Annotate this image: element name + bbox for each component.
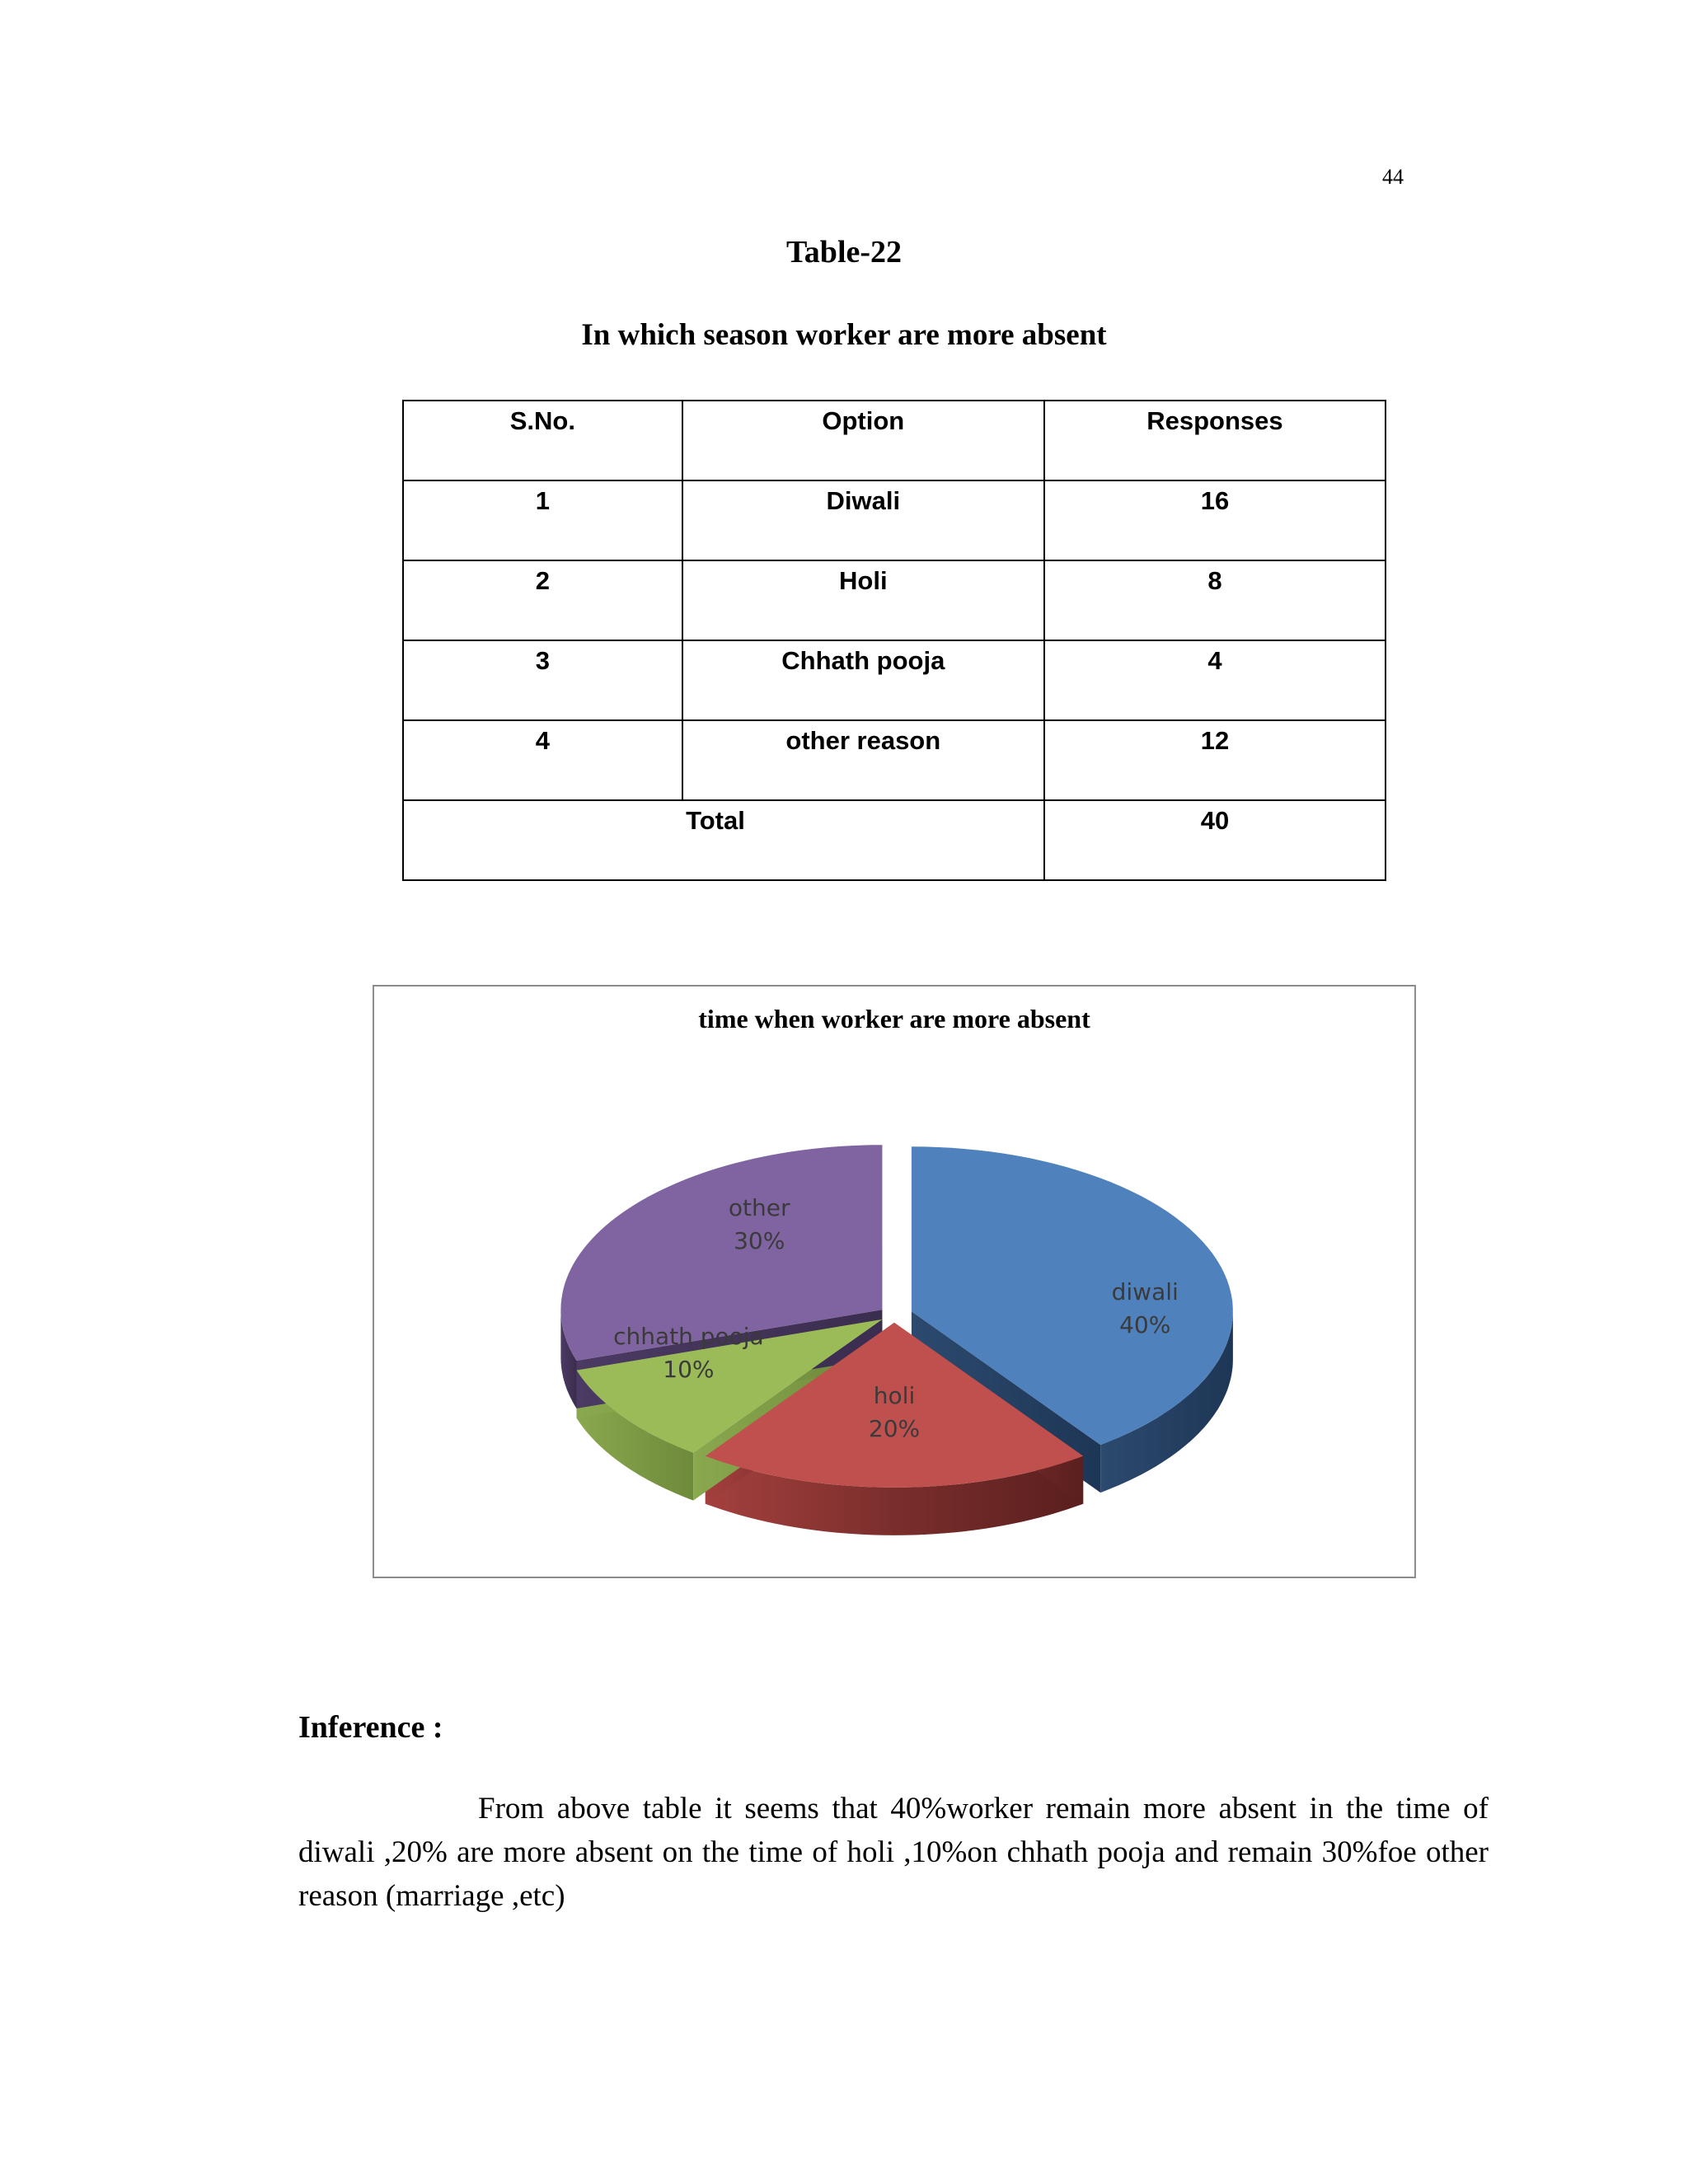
cell-responses: 12 [1044,720,1386,800]
cell-sno: 1 [403,480,682,560]
table-row [403,560,1386,640]
slice-label-name: diwali [1111,1278,1179,1305]
cell-option: other reason [682,720,1044,800]
cell-sno: 3 [403,640,682,720]
responses-table [402,400,1386,881]
slice-label-percent: 30% [734,1227,785,1254]
cell-sno: 2 [403,560,682,640]
chart-title: time when worker are more absent [698,1004,1090,1033]
page-number: 44 [1382,165,1404,189]
total-label-cell [403,800,1044,880]
total-label: Total [686,806,745,835]
table-total-row [403,800,1386,880]
slice-label-name: holi [873,1382,916,1409]
cell-responses: 16 [1044,480,1386,560]
inference-heading: Inference : [298,1710,443,1745]
pie-chart-frame [373,985,1416,1578]
cell-responses: 4 [1044,640,1386,720]
cell-option: Holi [682,560,1044,640]
table-caption: In which season worker are more absent [581,318,1107,352]
cell-sno: 4 [403,720,682,800]
slice-label-name: chhath pooja [613,1323,764,1350]
slice-label-percent: 10% [663,1356,715,1383]
header-responses: Responses [1044,401,1386,480]
slice-label-name: other [728,1194,790,1221]
header-sno: S.No. [403,401,682,480]
table-row [403,480,1386,560]
header-option: Option [682,401,1044,480]
pie-chart [374,987,1414,1577]
table-row [403,640,1386,720]
slice-label-percent: 20% [868,1415,921,1442]
table-title: Table-22 [785,235,903,269]
inference-paragraph: From above table it seems that 40%worker remain more absent in the time of diwali ,20% are more absent on the time of holi ,10%on chhath pooja and remain 30%foe other reason (marriage ,etc) [298,1792,1489,1913]
cell-option: Diwali [682,480,1044,560]
table-row [403,720,1386,800]
table-header-row [403,401,1386,480]
cell-option: Chhath pooja [682,640,1044,720]
cell-responses: 8 [1044,560,1386,640]
slice-label-percent: 40% [1119,1311,1171,1338]
total-value: 40 [1044,800,1386,880]
